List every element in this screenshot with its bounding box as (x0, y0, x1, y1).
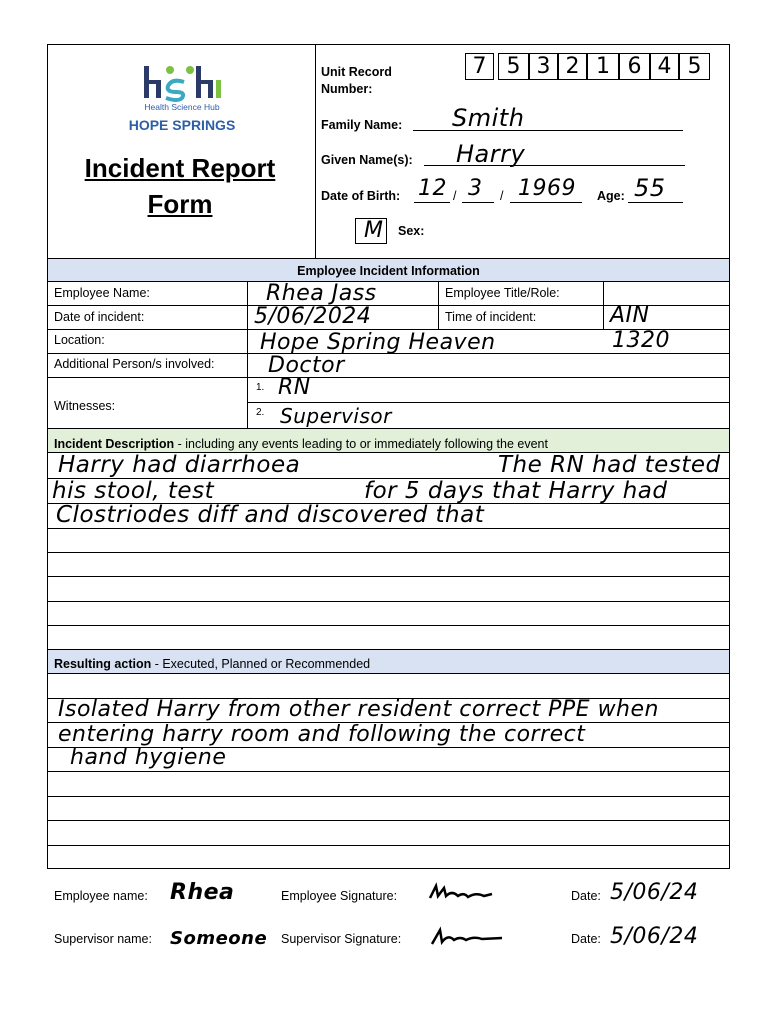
resulting-action-title (54, 657, 370, 671)
supervisor-name-label: Supervisor name: (54, 932, 152, 946)
employee-date-label: Date: (571, 889, 601, 903)
incident-date-label: Date of incident: (54, 310, 145, 324)
urn-digit: 5 (679, 53, 710, 80)
incident-time-line2: 1320 (612, 328, 670, 353)
hub-name: Health Science Hub (144, 102, 220, 112)
dob-month-line (462, 202, 494, 203)
form-title-line1: Incident Report (84, 153, 276, 183)
age-label: Age: (597, 189, 625, 203)
row-line (47, 845, 730, 846)
row-line (47, 771, 730, 772)
incident-date-value: 5/06/2024 (254, 304, 372, 329)
row-line (47, 601, 730, 602)
incident-description-bold: Incident Description (54, 437, 175, 451)
row-line (248, 402, 730, 403)
supervisor-date-label: Date: (571, 932, 601, 946)
urn-digit: 3 (529, 53, 558, 80)
description-line3: Clostriodes diff and discovered that (56, 502, 485, 528)
location-value: Hope Spring Heaven (260, 330, 496, 355)
row-line (47, 576, 730, 577)
resulting-action-bold: Resulting action (54, 657, 152, 671)
row-line (47, 625, 730, 626)
action-line2: entering harry room and following the correct (58, 722, 586, 747)
given-name-value: Harry (456, 140, 526, 168)
urn-label-text: Unit Record Number: (321, 65, 392, 96)
hsh-logo-icon (140, 62, 224, 102)
site-name: HOPE SPRINGS (128, 117, 236, 133)
dob-year: 1969 (518, 176, 576, 201)
witness1-num: 1. (256, 382, 265, 393)
sex-value: M (364, 218, 384, 243)
employee-name-value: Rhea Jass (266, 281, 377, 306)
description-line1b: The RN had tested (498, 452, 721, 478)
urn-digit: 6 (619, 53, 650, 80)
age-line (628, 202, 683, 203)
location-label: Location: (54, 333, 105, 347)
witness2-num: 2. (256, 407, 265, 418)
incident-time-line1: AIN (610, 303, 650, 328)
dob-day-line (414, 202, 450, 203)
employee-name-label: Employee Name: (54, 286, 150, 300)
additional-persons-value: Doctor (268, 353, 345, 378)
dob-year-line (510, 202, 582, 203)
action-line1: Isolated Harry from other resident correct PPE when (58, 697, 659, 722)
supervisor-signature-label: Supervisor Signature: (281, 932, 402, 946)
urn-digit: 2 (558, 53, 587, 80)
header-divider (315, 44, 316, 258)
employee-date-value: 5/06/24 (610, 880, 699, 905)
col-line (247, 282, 248, 428)
logo (140, 62, 224, 102)
incident-time-label: Time of incident: (445, 310, 537, 324)
description-line1a: Harry had diarrhoea (58, 452, 301, 478)
dob-sep: / (453, 189, 457, 203)
row-line (47, 377, 730, 378)
family-name-label: Family Name: (321, 118, 403, 132)
description-line2a: his stool, test (52, 478, 215, 504)
incident-description-rest: - including any events leading to or immediately following the event (174, 437, 548, 451)
age-value: 55 (634, 174, 666, 202)
employee-title-label: Employee Title/Role: (445, 286, 560, 300)
supervisor-signature (430, 926, 506, 948)
witnesses-label: Witnesses: (54, 399, 116, 413)
row-line (47, 528, 730, 529)
incident-description-title (54, 437, 548, 451)
col-line (438, 282, 439, 329)
dob-sep: / (500, 189, 504, 203)
employee-signature-label: Employee Signature: (281, 889, 398, 903)
urn-digit: 5 (498, 53, 529, 80)
dob-label: Date of Birth: (321, 189, 401, 203)
urn-digit: 4 (650, 53, 679, 80)
witness2-value: Supervisor (280, 404, 392, 428)
action-line3: hand hygiene (70, 745, 227, 770)
row-line (47, 796, 730, 797)
dob-day: 12 (418, 176, 447, 201)
urn-digit: 1 (587, 53, 619, 80)
row-line (47, 552, 730, 553)
employee-section-title: Employee Incident Information (297, 264, 480, 278)
description-line2b: for 5 days that Harry had (364, 478, 668, 504)
given-name-label: Given Name(s): (321, 153, 413, 167)
col-line (603, 282, 604, 329)
resulting-action-rest: - Executed, Planned or Recommended (151, 657, 371, 671)
employee-name-footer-label: Employee name: (54, 889, 148, 903)
urn-digit: 7 (465, 53, 494, 80)
sex-label: Sex: (398, 224, 425, 238)
employee-name-footer-value: Rhea (170, 880, 235, 905)
dob-month: 3 (468, 176, 483, 201)
form-title-line2: Form (147, 189, 213, 219)
row-line (47, 820, 730, 821)
employee-signature (428, 882, 498, 904)
family-name-value: Smith (452, 104, 525, 132)
urn-label (321, 64, 421, 98)
witness1-value: RN (278, 375, 311, 400)
supervisor-date-value: 5/06/24 (610, 924, 699, 949)
supervisor-name-value: Someone (170, 928, 268, 949)
additional-persons-label: Additional Person/s involved: (54, 357, 215, 371)
